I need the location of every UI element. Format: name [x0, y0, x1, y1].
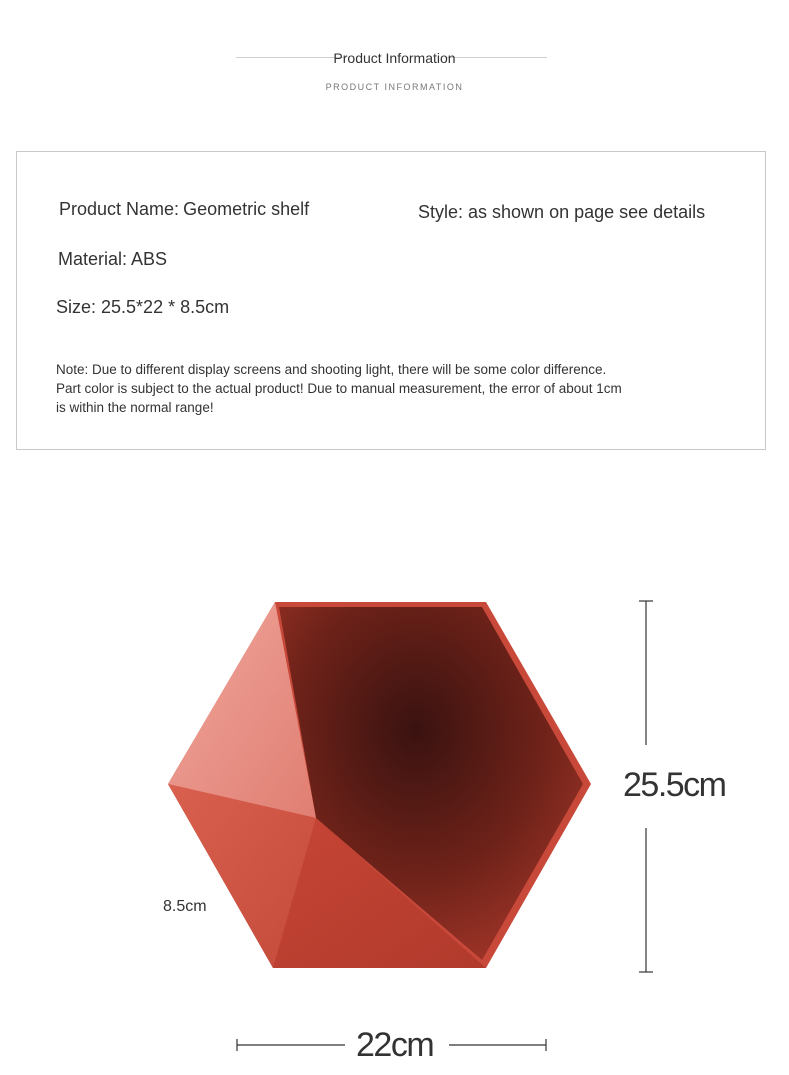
material-field: Material: ABS — [58, 249, 168, 269]
note-line: is within the normal range! — [56, 400, 214, 415]
note-line: Note: Due to different display screens and shooting light, there will be some color difference. — [56, 362, 607, 377]
section-subtitle: PRODUCT INFORMATION — [325, 82, 464, 92]
width-dimension-label: 22cm — [356, 1026, 434, 1064]
height-dimension-label: 25.5cm — [623, 766, 726, 804]
note-line: Part color is subject to the actual product! Due to manual measurement, the error of about 1cm — [56, 381, 622, 396]
product-name-label: Product Name: — [59, 199, 180, 219]
section-title: Product Information — [333, 50, 456, 66]
depth-dimension-label: 8.5cm — [163, 898, 207, 915]
style-field: Style: as shown on page see details — [418, 202, 706, 222]
product-name-value: Geometric shelf — [183, 199, 310, 219]
size-field: Size: 25.5*22 * 8.5cm — [56, 297, 230, 317]
